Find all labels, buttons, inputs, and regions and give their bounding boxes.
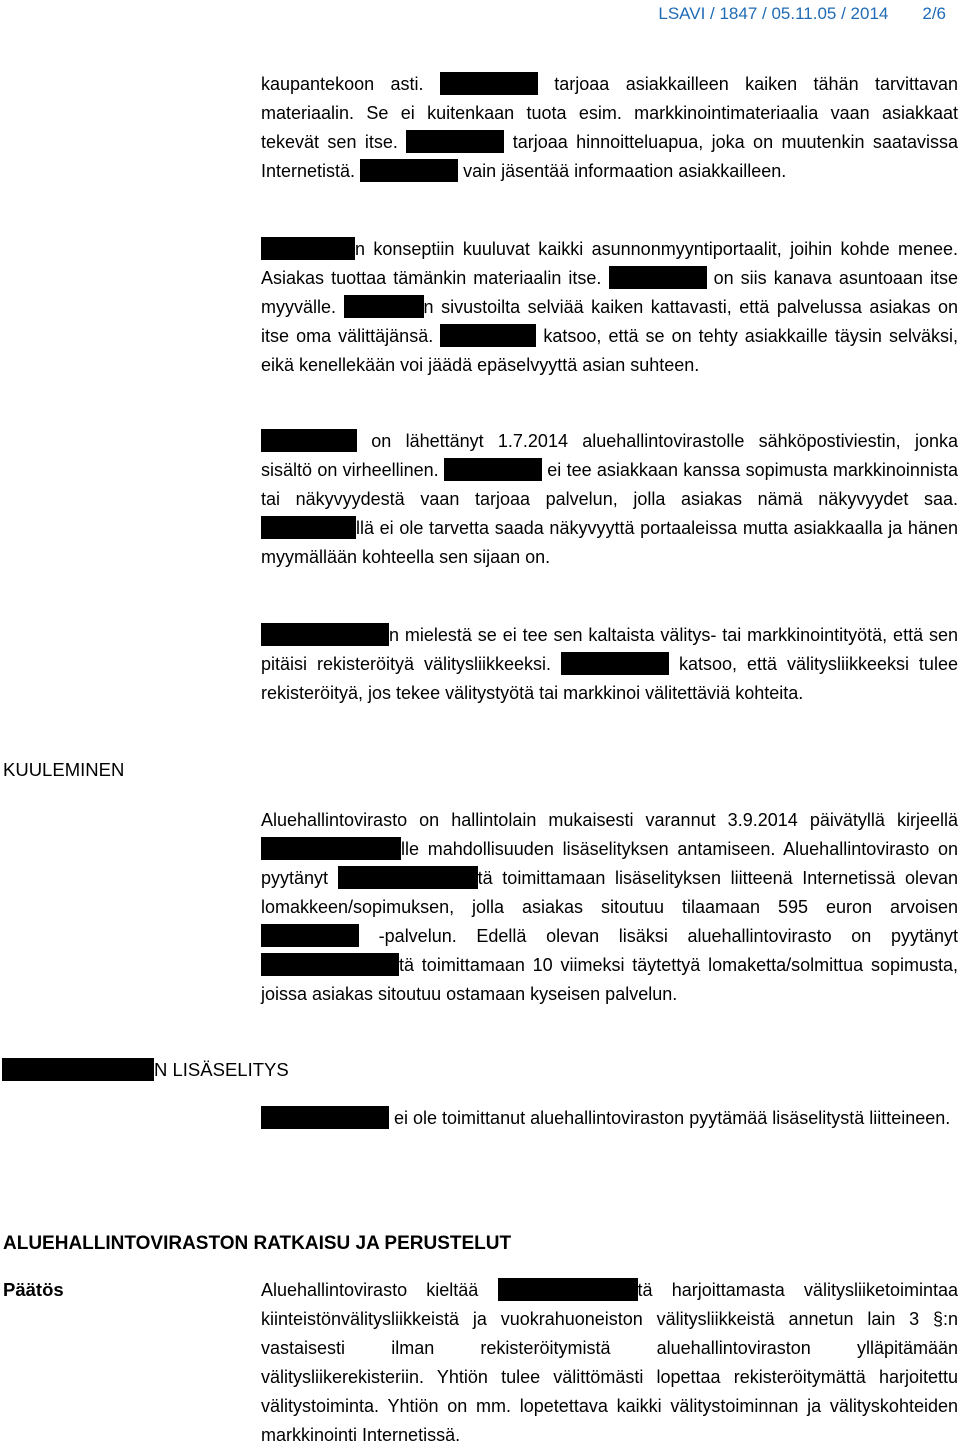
- paragraph-3: on lähettänyt 1.7.2014 aluehallintovirastolle sähköpostiviestin, jonka sisältö on virheellinen. ei tee asiakkaan kanssa sopimusta markkinoinnista tai näkyvyydestä vaan tarjoaa palvelun, jolla asiakas nämä näkyvyydet saa. llä ei ole tarvetta saada näkyvyyttä portaaleissa mutta asiakkaalla ja hänen myymällään kohteella sen sijaan on.: [261, 431, 958, 567]
- redaction-block: [261, 953, 399, 976]
- redaction-block: [440, 72, 538, 95]
- paragraph-1: kaupantekoon asti. tarjoaa asiakkailleen kaiken tähän tarvittavan materiaalin. Se ei kuitenkaan tuota esim. markkinointimateriaalia vaan asiakkaat tekevät sen itse. tarjoaa hinnoitteluapua, joka on muutenkin saatavissa Internetistä. vain jäsentää informaation asiakkailleen.: [261, 74, 958, 181]
- redaction-block: [261, 623, 389, 646]
- redaction-block: [344, 295, 424, 318]
- redaction-block: [261, 429, 357, 452]
- paragraph-7: Aluehallintovirasto kieltää tä harjoittamasta välitysliiketoimintaa kiinteistönvälitysliikkeistä ja vuokrahuoneiston välitysliikkeistä annetun lain 3 §:n vastaisesti ilman rekisteröitymistä aluehallintoviraston ylläpitämään välitysliikerekisteriin. Yhtiön tulee välittömästi lopettaa rekisteröitymättä harjoitettu välitystoiminta. Yhtiön on mm. lopetettava kaikki välitystoiminnan ja välityskohteiden markkinointi Internetissä.: [261, 1280, 958, 1445]
- redaction-block: [261, 1106, 389, 1129]
- redaction-block: [561, 652, 669, 675]
- paragraph-5: Aluehallintovirasto on hallintolain mukaisesti varannut 3.9.2014 päivätyllä kirjeellä lle mahdollisuuden lisäselityksen antamiseen. Aluehallintovirasto on pyytänyt tä toimittamaan lisäselityksen liitteenä Internetissä olevan lomakkeen/sopimuksen, jolla asiakas sitoutuu tilaamaan 595 euron arvoisen -palvelun. Edellä olevan lisäksi aluehallintovirasto on pyytänyt tä toimittamaan 10 viimeksi täytettyä lomaketta/solmittua sopimusta, joissa asiakas sitoutuu ostamaan kyseisen palvelun.: [261, 810, 958, 1004]
- page-header: [658, 4, 946, 24]
- redaction-block: [406, 130, 504, 153]
- section-title: ALUEHALLINTOVIRASTON RATKAISU JA PERUSTELUT: [3, 1233, 512, 1254]
- paragraph-2: n konseptiin kuuluvat kaikki asunnonmyyntiportaalit, joihin kohde menee. Asiakas tuottaa tämänkin materiaalin itse. on siis kanava asuntoaan itse myyvälle. n sivustoilta selviää kaiken kattavasti, että palvelussa asiakas on itse oma välittäjänsä. katsoo, että se on tehty asiakkaille täysin selväksi, eikä kenellekään voi jäädä epäselvyyttä asian suhteen.: [261, 239, 958, 375]
- redaction-block: [261, 516, 356, 539]
- paragraph-4: n mielestä se ei tee sen kaltaista välitys- tai markkinointityötä, että sen pitäisi rekisteröityä välitysliikkeeksi. katsoo, että välitysliikkeeksi tulee rekisteröityä, jos tekee välitystyötä tai markkinoi välitettäviä kohteita.: [261, 625, 958, 703]
- redaction-block: [338, 866, 478, 889]
- redaction-block: [444, 458, 542, 481]
- redaction-block: [2, 1058, 154, 1081]
- paragraph-6: ei ole toimittanut aluehallintoviraston pyytämää lisäselitystä liitteineen.: [261, 1104, 958, 1133]
- page-number: 2/6: [922, 4, 946, 23]
- redaction-block: [440, 324, 536, 347]
- document-reference: LSAVI / 1847 / 05.11.05 / 2014: [658, 4, 889, 23]
- redaction-block: [261, 924, 359, 947]
- redaction-block: [609, 266, 707, 289]
- redaction-block: [360, 159, 458, 182]
- label-paatos: Päätös: [3, 1279, 64, 1300]
- redaction-block: [261, 237, 355, 260]
- redaction-block: [261, 837, 401, 860]
- redaction-block: [498, 1278, 638, 1301]
- heading-lisaselitys: N LISÄSELITYS: [2, 1058, 289, 1081]
- heading-kuuleminen: KUULEMINEN: [3, 759, 125, 780]
